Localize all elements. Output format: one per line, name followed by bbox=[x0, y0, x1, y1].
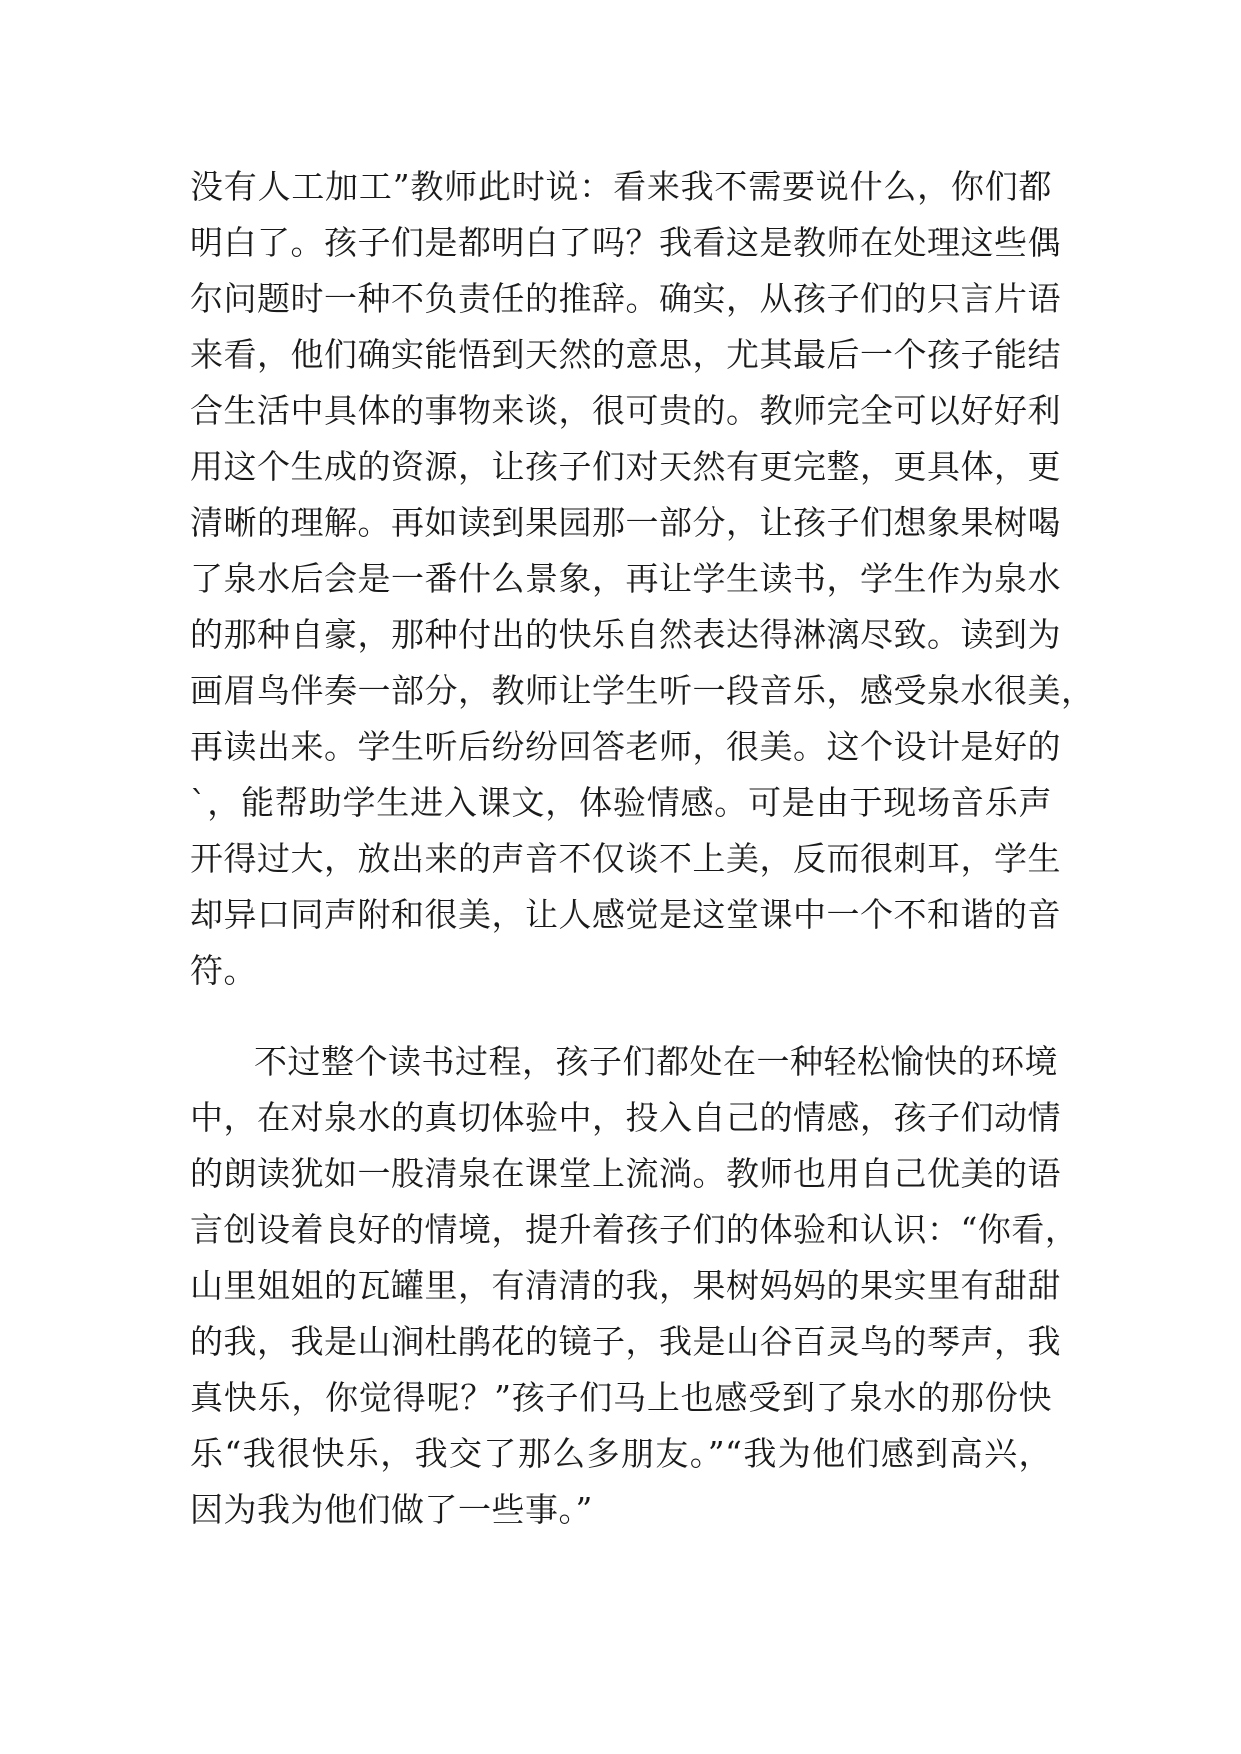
text-line: 因为我为他们做了一些事。” bbox=[190, 1490, 593, 1529]
text-line: 清晰的理解。再如读到果园那一部分，让孩子们想象果树喝 bbox=[190, 503, 1061, 542]
text-line: 明白了。孩子们是都明白了吗？我看这是教师在处理这些偶 bbox=[190, 223, 1061, 262]
text-line: 符。 bbox=[190, 951, 257, 990]
text-line: `，能帮助学生进入课文，体验情感。可是由于现场音乐声 bbox=[190, 783, 1052, 822]
text-line: 尔问题时一种不负责任的推辞。确实，从孩子们的只言片语 bbox=[190, 279, 1061, 318]
text-line: 真快乐，你觉得呢？”孩子们马上也感受到了泉水的那份快 bbox=[190, 1378, 1052, 1417]
text-line: 的我，我是山涧杜鹃花的镜子，我是山谷百灵鸟的琴声，我 bbox=[190, 1322, 1061, 1361]
text-line: 不过整个读书过程，孩子们都处在一种轻松愉快的环境 bbox=[254, 1042, 1058, 1081]
text-line: 来看，他们确实能悟到天然的意思，尤其最后一个孩子能结 bbox=[190, 335, 1061, 374]
text-line: 的那种自豪，那种付出的快乐自然表达得淋漓尽致。读到为 bbox=[190, 615, 1061, 654]
text-line: 用这个生成的资源，让孩子们对天然有更完整，更具体，更 bbox=[190, 447, 1061, 486]
text-line: 没有人工加工”教师此时说：看来我不需要说什么，你们都 bbox=[190, 167, 1052, 206]
text-line: 开得过大，放出来的声音不仅谈不上美，反而很刺耳，学生 bbox=[190, 839, 1061, 878]
text-line: 却异口同声附和很美，让人感觉是这堂课中一个不和谐的音 bbox=[190, 895, 1061, 934]
text-line: 山里姐姐的瓦罐里，有清清的我，果树妈妈的果实里有甜甜 bbox=[190, 1266, 1061, 1305]
paragraph-2 bbox=[190, 1034, 1079, 1538]
text-line: 的朗读犹如一股清泉在课堂上流淌。教师也用自己优美的语 bbox=[190, 1154, 1061, 1193]
text-line: 了泉水后会是一番什么景象，再让学生读书，学生作为泉水 bbox=[190, 559, 1061, 598]
text-line: 再读出来。学生听后纷纷回答老师，很美。这个设计是好的 bbox=[190, 727, 1061, 766]
paragraph-1 bbox=[190, 159, 1095, 999]
text-line: 言创设着良好的情境，提升着孩子们的体验和认识：“你看， bbox=[190, 1210, 1079, 1249]
text-line: 中，在对泉水的真切体验中，投入自己的情感，孩子们动情 bbox=[190, 1098, 1061, 1137]
text-line: 乐“我很快乐，我交了那么多朋友。”“我为他们感到高兴， bbox=[190, 1434, 1052, 1473]
text-line: 合生活中具体的事物来谈，很可贵的。教师完全可以好好利 bbox=[190, 391, 1061, 430]
text-line: 画眉鸟伴奏一部分，教师让学生听一段音乐，感受泉水很美， bbox=[190, 671, 1095, 710]
